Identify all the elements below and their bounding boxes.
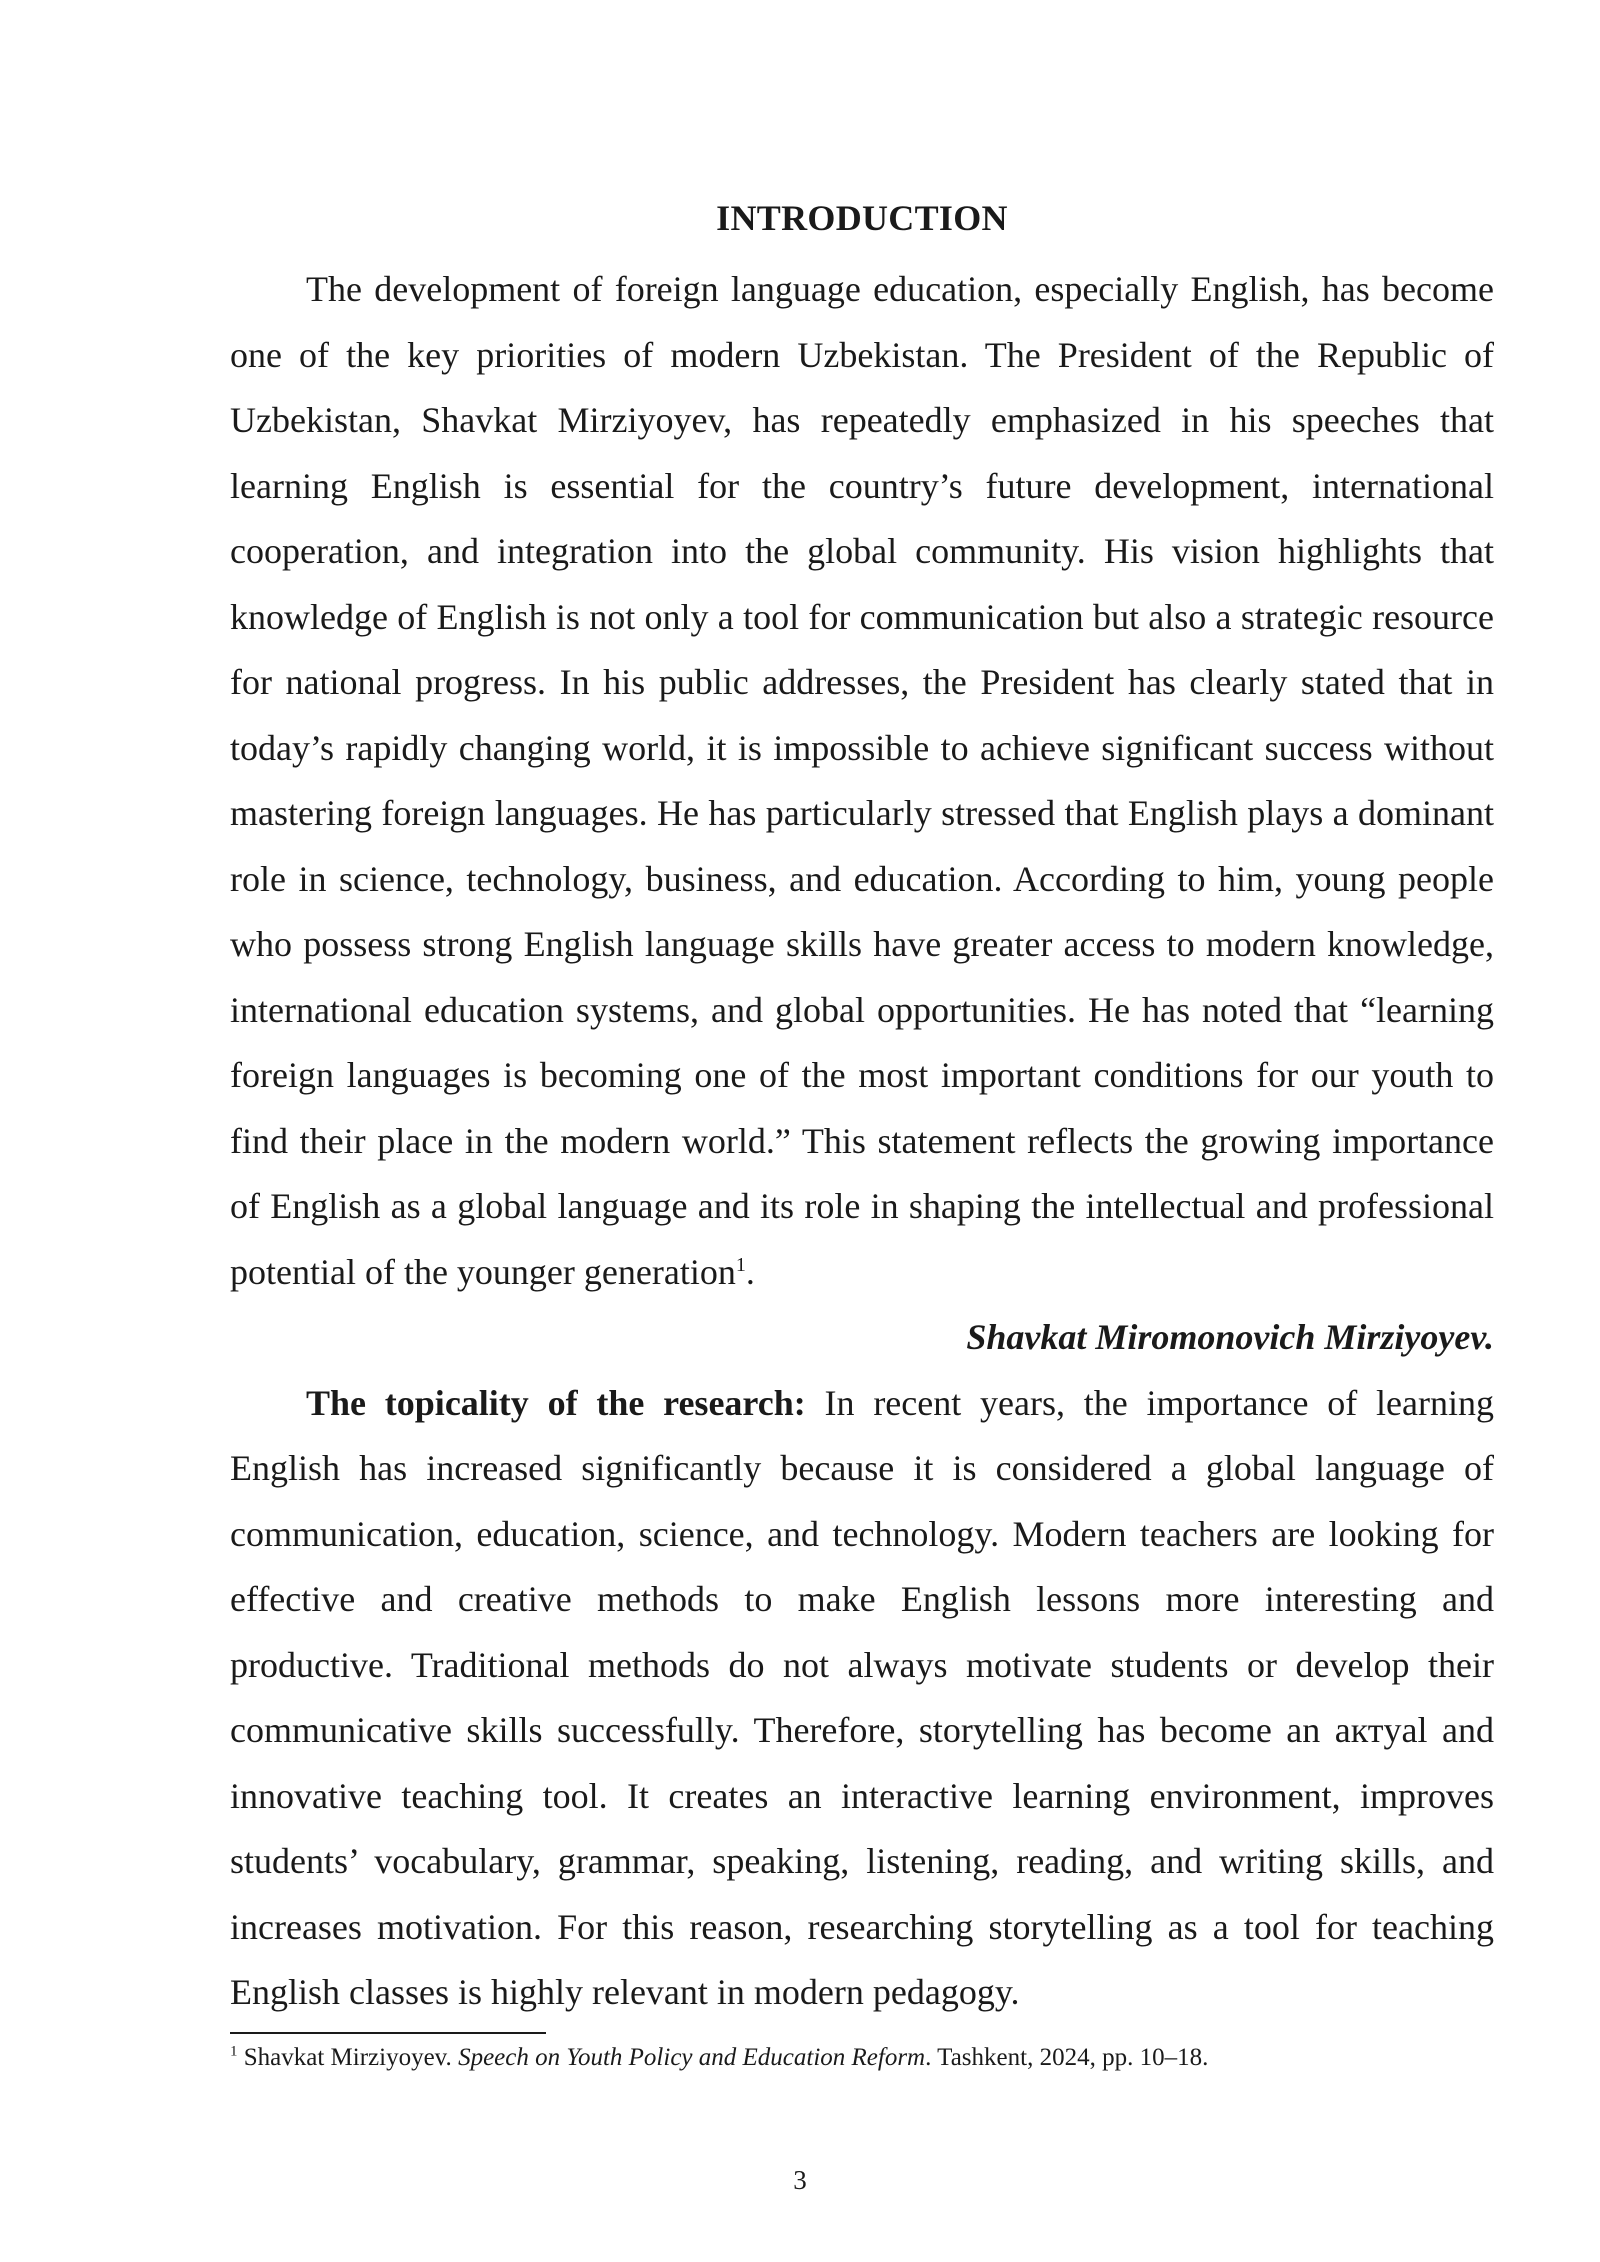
intro-paragraph-text: The development of foreign language education, especially English, has become one of the key priorities of modern Uzbekistan. The President of the Republic of Uzbekistan, Shavkat Mirziyoyev, has repeatedly emphasized in his speeches that learning English is essential for the country’s future development, international cooperation, and integration into the global community. His vision highlights that knowledge of English is not only a tool for communication but also a strategic resource for national progress. In his public addresses, the President has clearly stated that in today’s rapidly changing world, it is impossible to achieve significant success without mastering foreign languages. He has particularly stressed that English plays a dominant role in science, technology, business, and education. According to him, young people who possess strong English language skills have greater access to modern knowledge, international education systems, and global opportunities. He has noted that “learning foreign languages is becoming one of the most important conditions for our youth to find their place in the modern world.” This statement reflects the growing importance of English as a global language and its role in shaping the intellectual and professional potential of the younger generation [230, 269, 1494, 1292]
page-title: INTRODUCTION [716, 198, 1008, 238]
footnote-number: 1 [230, 2043, 238, 2060]
footnote-author: Shavkat Mirziyoyev. [237, 2043, 459, 2071]
topicality-text: In recent years, the importance of learning English has increased significantly because it is considered a global language of communication, education, science, and technology. Modern teachers are looking for effective and creative methods to make English lessons more interesting and productive. Traditional methods do not always motivate students or develop their communicative skills successfully. Therefore, storytelling has become an актyal and innovative teaching tool. It creates an interactive learning environment, improves students’ vocabulary, grammar, speaking, listening, reading, and writing skills, and increases motivation. For this reason, researching storytelling as a tool for teaching English classes is highly relevant in modern pedagogy. [230, 1382, 1494, 2012]
intro-paragraph-end: . [745, 1251, 755, 1292]
topicality-paragraph [230, 1371, 1494, 2026]
document-page [230, 192, 1494, 2076]
page-number: 3 [793, 2165, 807, 2195]
footnote-details: . Tashkent, 2024, pp. 10–18. [925, 2043, 1209, 2071]
intro-paragraph [230, 257, 1494, 1305]
footnote-separator [230, 2032, 546, 2034]
signature: Shavkat Miromonovich Mirziyoyev. [966, 1317, 1494, 1357]
footnote-work-title: Speech on Youth Policy and Education Reform [458, 2043, 926, 2071]
topicality-lead: The topicality of the research: [306, 1382, 806, 1423]
footnote [230, 2040, 1494, 2076]
footnote-reference: 1 [735, 1253, 746, 1276]
